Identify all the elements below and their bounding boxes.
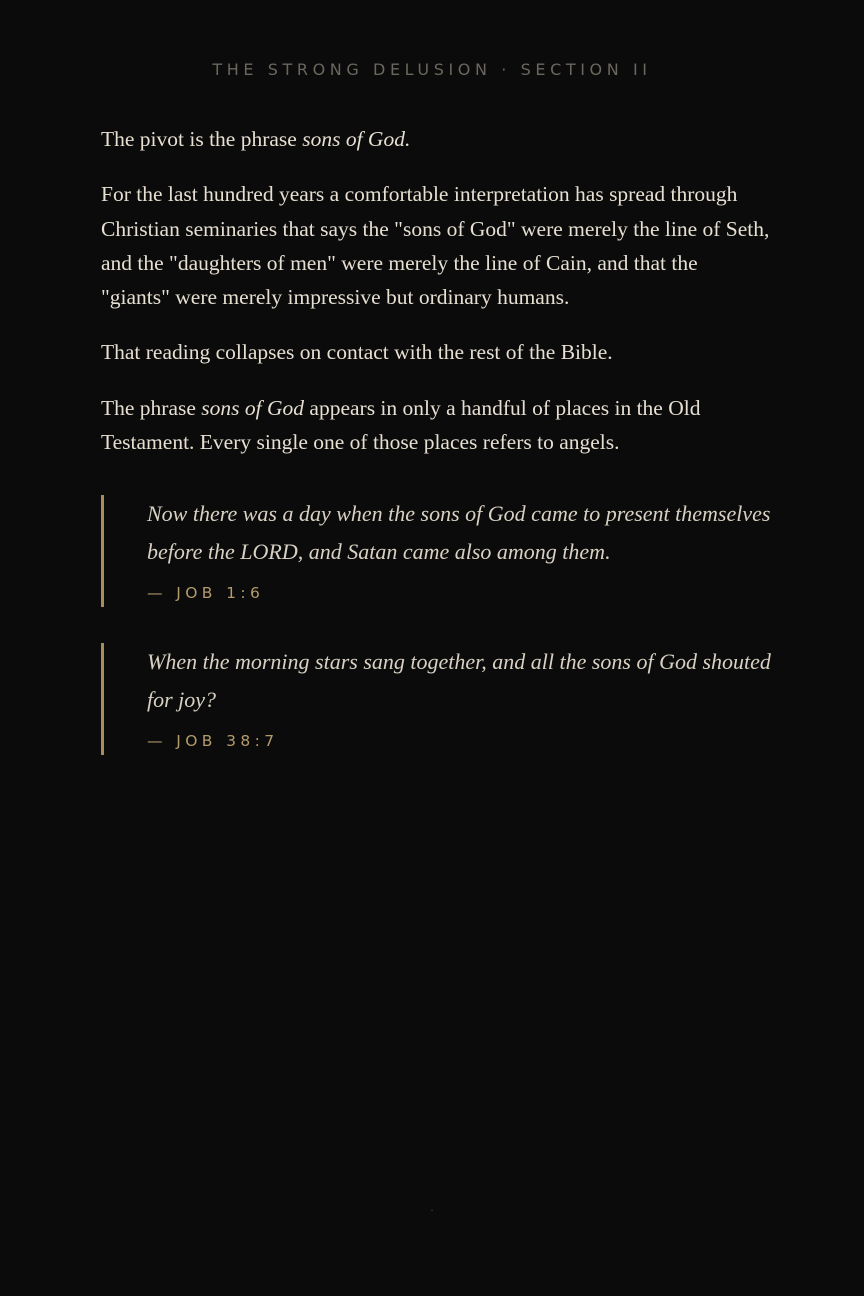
paragraph-pivot-text: The pivot is the phrase [101, 127, 303, 151]
paragraph-pivot [101, 122, 771, 156]
scripture-quote [101, 495, 771, 607]
quote-text: When the morning stars sang together, and all the sons of God shouted for joy? [147, 649, 771, 713]
paragraph-interpretation: For the last hundred years a comfortable interpretation has spread through Christian seminaries that says the "sons of God" were merely the line of Seth, and the "daughters of men" were merely the line of Cain, and that the "giants" were merely impressive but ordinary humans. [101, 182, 770, 310]
quote-citation: — JOB 38:7 [147, 732, 279, 751]
paragraph-collapse: That reading collapses on contact with the rest of the Bible. [101, 340, 613, 365]
running-head: THE STRONG DELUSION · SECTION II [212, 60, 652, 79]
paragraph-old-testament [101, 391, 771, 460]
paragraph-old-testament-lead: The phrase [101, 395, 202, 420]
quote-citation: — JOB 1:6 [147, 584, 265, 603]
scripture-quote [101, 643, 771, 755]
paragraph-old-testament-rest: appears in only a handful of places in the Old Testament. Every single one of those places refers to angels. [101, 395, 701, 455]
emphasis-sons-of-god: sons of God. [302, 127, 411, 151]
emphasis-phrase: sons of God [201, 395, 305, 420]
page-marker: · [430, 1206, 434, 1217]
article-body [101, 122, 771, 755]
quote-text: Now there was a day when the sons of God came to present themselves before the LORD, and Satan came also among them. [147, 501, 771, 565]
